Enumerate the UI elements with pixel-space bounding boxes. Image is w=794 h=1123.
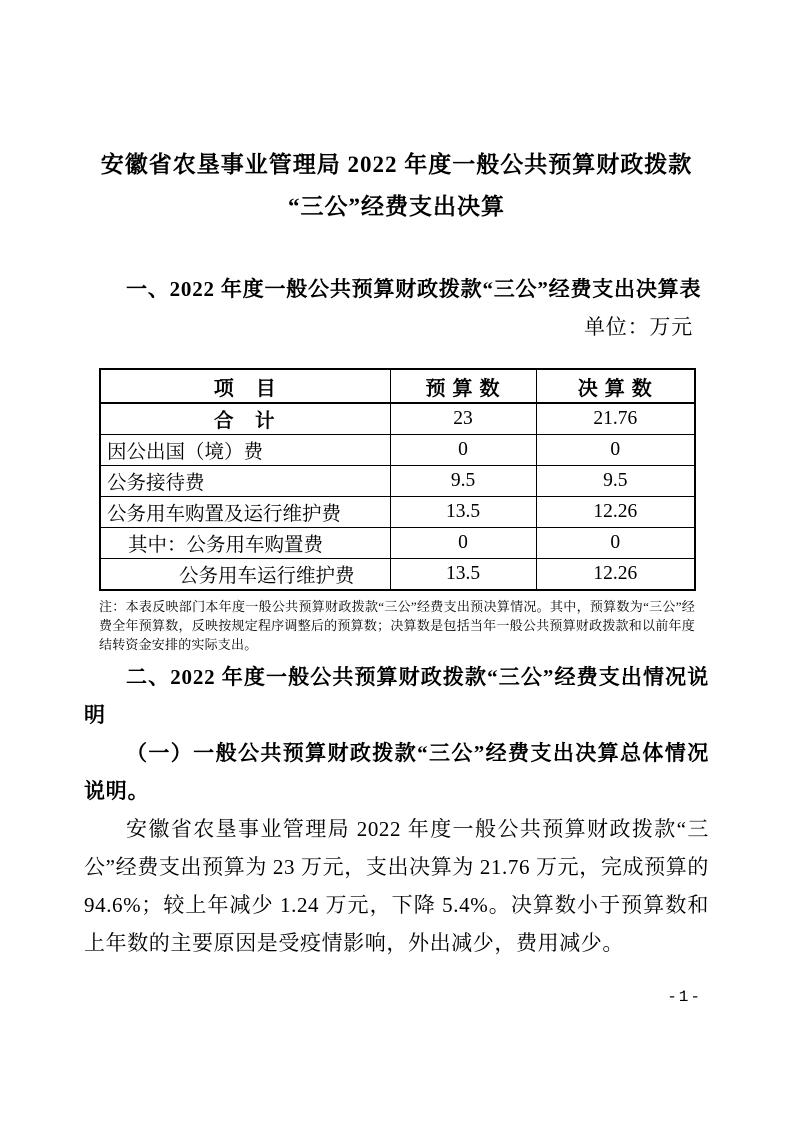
item-cell: 其中：公务用车购置费 — [100, 528, 390, 559]
table-header-row — [100, 369, 695, 403]
document-title-line1: 安徽省农垦事业管理局 2022 年度一般公共预算财政拨款 — [100, 152, 693, 177]
section2-heading: 二、2022 年度一般公共预算财政拨款“三公”经费支出情况说明 — [84, 665, 709, 727]
final-cell: 12.26 — [536, 559, 695, 591]
final-cell: 12.26 — [536, 497, 695, 528]
table-row — [100, 466, 695, 497]
table-row — [100, 559, 695, 591]
budget-cell: 0 — [390, 435, 536, 466]
header-cell-budget: 预 算 数 — [390, 369, 536, 403]
table-row — [100, 497, 695, 528]
table-note: 注：本表反映部门本年度一般公共预算财政拨款“三公”经费支出预决算情况。其中，预算数为“三公”经费全年预算数，反映按规定程序调整后的预算数；决算数是包括当年一般公共预算财政拨款和以前年度结转资金安排的实际支出。 — [99, 599, 695, 652]
item-cell: 因公出国（境）费 — [100, 435, 390, 466]
table-row — [100, 403, 695, 435]
document-title — [84, 144, 709, 228]
budget-cell: 0 — [390, 528, 536, 559]
item-cell: 公务用车运行维护费 — [100, 559, 390, 591]
final-cell: 9.5 — [536, 466, 695, 497]
item-cell: 合 计 — [100, 403, 390, 435]
table-row — [100, 528, 695, 559]
section2-sub-heading: （一）一般公共预算财政拨款“三公”经费支出决算总体情况说明。 — [84, 741, 709, 803]
section1-heading: 一、2022 年度一般公共预算财政拨款“三公”经费支出决算表 — [126, 277, 702, 301]
budget-cell: 13.5 — [390, 559, 536, 591]
budget-cell: 23 — [390, 403, 536, 435]
final-cell: 0 — [536, 528, 695, 559]
budget-table — [99, 368, 696, 591]
unit-label: 单位：万元 — [584, 315, 693, 339]
budget-table-body — [100, 403, 695, 590]
body-paragraph: 安徽省农垦事业管理局 2022 年度一般公共预算财政拨款“三公”经费支出预算为 23 万元，支出决算为 21.76 万元，完成预算的 94.6%；较上年减少 1.24 万元，下降 5.4%。决算数小于预算数和上年数的主要原因是受疫情影响，外出减少，费用减少。 — [84, 817, 709, 955]
budget-cell: 9.5 — [390, 466, 536, 497]
page-number: -1- — [667, 988, 702, 1006]
final-cell: 21.76 — [536, 403, 695, 435]
header-cell-item: 项 目 — [100, 369, 390, 403]
final-cell: 0 — [536, 435, 695, 466]
document-title-line2: “三公”经费支出决算 — [288, 194, 505, 219]
budget-cell: 13.5 — [390, 497, 536, 528]
header-cell-final: 决 算 数 — [536, 369, 695, 403]
table-row — [100, 435, 695, 466]
item-cell: 公务用车购置及运行维护费 — [100, 497, 390, 528]
item-cell: 公务接待费 — [100, 466, 390, 497]
